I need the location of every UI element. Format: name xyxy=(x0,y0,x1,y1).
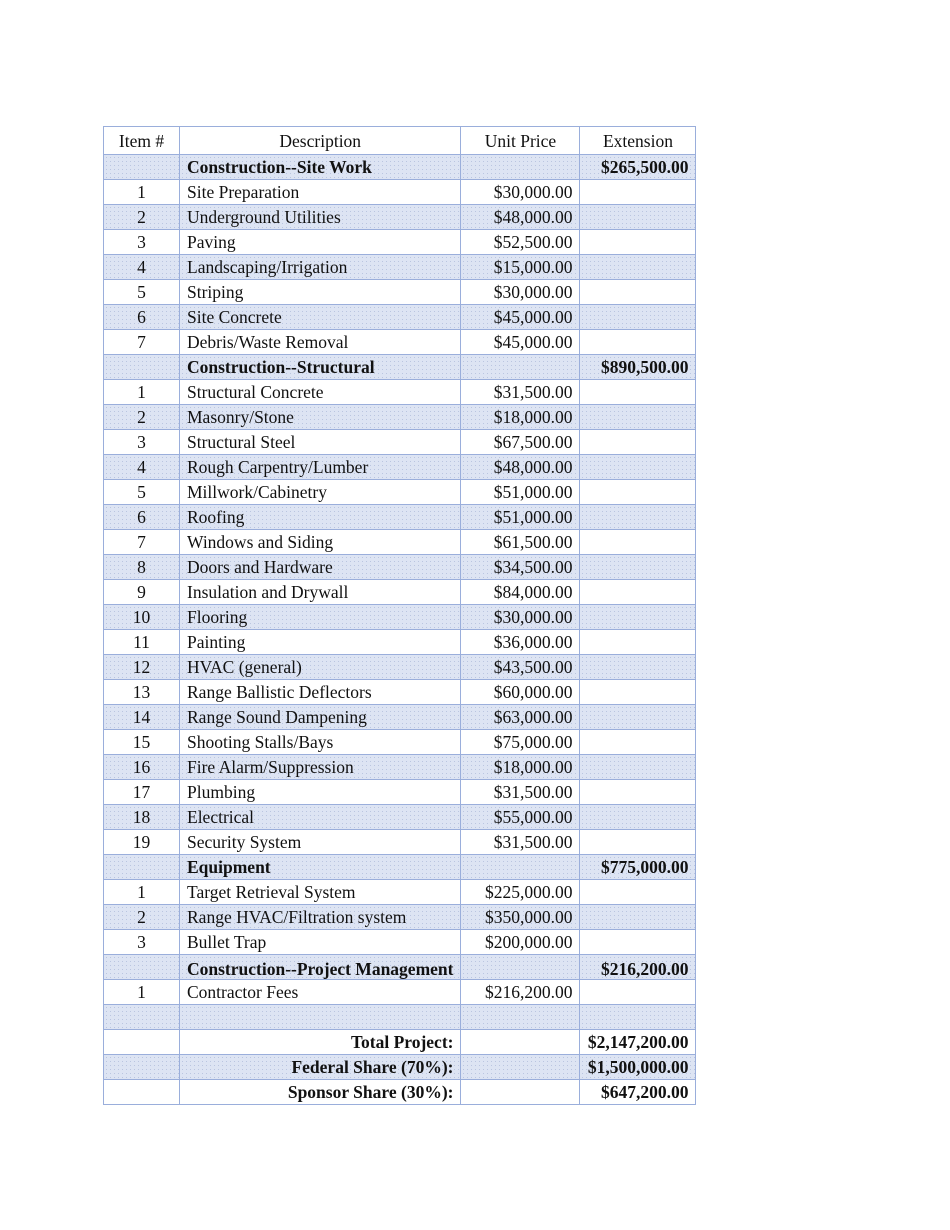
item-extension xyxy=(580,280,696,305)
item-unit-price: $18,000.00 xyxy=(461,405,580,430)
table-row xyxy=(104,605,696,630)
item-unit-price: $48,000.00 xyxy=(461,205,580,230)
table-row xyxy=(104,305,696,330)
sponsor-share-value: $647,200.00 xyxy=(580,1080,696,1105)
item-extension xyxy=(580,980,696,1005)
table-row xyxy=(104,580,696,605)
section-total: $265,500.00 xyxy=(580,155,696,180)
item-description: Paving xyxy=(180,230,461,255)
header-extension: Extension xyxy=(580,127,696,155)
item-unit-price: $51,000.00 xyxy=(461,480,580,505)
table-row xyxy=(104,980,696,1005)
table-row xyxy=(104,680,696,705)
table-row xyxy=(104,430,696,455)
item-description: Structural Steel xyxy=(180,430,461,455)
item-description: Bullet Trap xyxy=(180,930,461,955)
item-extension xyxy=(580,330,696,355)
header-unit-price: Unit Price xyxy=(461,127,580,155)
table-row xyxy=(104,805,696,830)
item-description: Contractor Fees xyxy=(180,980,461,1005)
item-description: Site Preparation xyxy=(180,180,461,205)
item-unit-price: $216,200.00 xyxy=(461,980,580,1005)
total-project-value: $2,147,200.00 xyxy=(580,1030,696,1055)
item-number: 6 xyxy=(104,505,180,530)
item-description: Flooring xyxy=(180,605,461,630)
item-description: Landscaping/Irrigation xyxy=(180,255,461,280)
item-unit-price: $45,000.00 xyxy=(461,330,580,355)
item-unit-price: $31,500.00 xyxy=(461,380,580,405)
item-description: Rough Carpentry/Lumber xyxy=(180,455,461,480)
item-number: 2 xyxy=(104,905,180,930)
table-row xyxy=(104,730,696,755)
item-unit-price: $31,500.00 xyxy=(461,830,580,855)
item-number: 5 xyxy=(104,480,180,505)
item-number: 9 xyxy=(104,580,180,605)
item-unit-price: $15,000.00 xyxy=(461,255,580,280)
item-extension xyxy=(580,680,696,705)
federal-share-label: Federal Share (70%): xyxy=(180,1055,461,1080)
table-row xyxy=(104,830,696,855)
item-extension xyxy=(580,505,696,530)
item-extension xyxy=(580,180,696,205)
item-extension xyxy=(580,530,696,555)
item-unit-price: $75,000.00 xyxy=(461,730,580,755)
item-description: Roofing xyxy=(180,505,461,530)
table-row xyxy=(104,880,696,905)
item-description: Range HVAC/Filtration system xyxy=(180,905,461,930)
item-number: 8 xyxy=(104,555,180,580)
section-title: Equipment xyxy=(180,855,461,880)
item-unit-price: $30,000.00 xyxy=(461,180,580,205)
item-number: 18 xyxy=(104,805,180,830)
item-number: 7 xyxy=(104,330,180,355)
total-project-label: Total Project: xyxy=(180,1030,461,1055)
section-title: Construction--Site Work xyxy=(180,155,461,180)
table-row xyxy=(104,705,696,730)
table-row xyxy=(104,230,696,255)
item-number: 10 xyxy=(104,605,180,630)
item-description: Structural Concrete xyxy=(180,380,461,405)
item-unit-price: $18,000.00 xyxy=(461,755,580,780)
item-unit-price: $30,000.00 xyxy=(461,605,580,630)
item-extension xyxy=(580,305,696,330)
totals-section xyxy=(104,1005,696,1105)
item-number: 5 xyxy=(104,280,180,305)
item-number: 11 xyxy=(104,630,180,655)
item-number: 4 xyxy=(104,255,180,280)
item-description: Masonry/Stone xyxy=(180,405,461,430)
item-unit-price: $30,000.00 xyxy=(461,280,580,305)
section-total: $216,200.00 xyxy=(580,955,696,980)
table-row xyxy=(104,505,696,530)
item-description: Site Concrete xyxy=(180,305,461,330)
item-description: Millwork/Cabinetry xyxy=(180,480,461,505)
item-number: 2 xyxy=(104,205,180,230)
item-extension xyxy=(580,905,696,930)
table-body xyxy=(104,155,696,1005)
item-extension xyxy=(580,930,696,955)
item-number: 14 xyxy=(104,705,180,730)
table-row xyxy=(104,780,696,805)
item-number: 4 xyxy=(104,455,180,480)
item-number: 7 xyxy=(104,530,180,555)
item-unit-price: $63,000.00 xyxy=(461,705,580,730)
item-extension xyxy=(580,755,696,780)
total-project-row xyxy=(104,1030,696,1055)
table-row xyxy=(104,655,696,680)
table-row xyxy=(104,480,696,505)
table-row xyxy=(104,630,696,655)
header-description: Description xyxy=(180,127,461,155)
item-number: 17 xyxy=(104,780,180,805)
item-description: Electrical xyxy=(180,805,461,830)
item-extension xyxy=(580,555,696,580)
table-row xyxy=(104,405,696,430)
item-description: Doors and Hardware xyxy=(180,555,461,580)
blank-row xyxy=(104,1005,696,1030)
item-unit-price: $52,500.00 xyxy=(461,230,580,255)
item-extension xyxy=(580,455,696,480)
item-number: 3 xyxy=(104,230,180,255)
table-row xyxy=(104,555,696,580)
item-extension xyxy=(580,730,696,755)
section-header-row xyxy=(104,155,696,180)
table-row xyxy=(104,755,696,780)
item-extension xyxy=(580,430,696,455)
section-title: Construction--Project Management xyxy=(180,955,461,980)
item-extension xyxy=(580,580,696,605)
section-header-row xyxy=(104,855,696,880)
item-number: 16 xyxy=(104,755,180,780)
item-extension xyxy=(580,805,696,830)
item-unit-price: $48,000.00 xyxy=(461,455,580,480)
item-number: 3 xyxy=(104,430,180,455)
table-row xyxy=(104,180,696,205)
item-number: 6 xyxy=(104,305,180,330)
cost-estimate-table xyxy=(103,126,696,1105)
item-description: Windows and Siding xyxy=(180,530,461,555)
table-row xyxy=(104,905,696,930)
item-extension xyxy=(580,380,696,405)
item-description: Shooting Stalls/Bays xyxy=(180,730,461,755)
item-unit-price: $51,000.00 xyxy=(461,505,580,530)
item-extension xyxy=(580,230,696,255)
item-description: Painting xyxy=(180,630,461,655)
item-unit-price: $34,500.00 xyxy=(461,555,580,580)
item-number: 1 xyxy=(104,380,180,405)
item-description: Fire Alarm/Suppression xyxy=(180,755,461,780)
table-row xyxy=(104,455,696,480)
header-item: Item # xyxy=(104,127,180,155)
federal-share-value: $1,500,000.00 xyxy=(580,1055,696,1080)
item-number: 19 xyxy=(104,830,180,855)
item-description: Target Retrieval System xyxy=(180,880,461,905)
section-title: Construction--Structural xyxy=(180,355,461,380)
item-extension xyxy=(580,205,696,230)
section-total: $890,500.00 xyxy=(580,355,696,380)
table-row xyxy=(104,380,696,405)
item-unit-price: $61,500.00 xyxy=(461,530,580,555)
item-description: Range Sound Dampening xyxy=(180,705,461,730)
table-row xyxy=(104,255,696,280)
section-header-row xyxy=(104,955,696,980)
item-description: Insulation and Drywall xyxy=(180,580,461,605)
item-description: Plumbing xyxy=(180,780,461,805)
sponsor-share-label: Sponsor Share (30%): xyxy=(180,1080,461,1105)
item-extension xyxy=(580,255,696,280)
table-row xyxy=(104,330,696,355)
item-number: 2 xyxy=(104,405,180,430)
item-description: Debris/Waste Removal xyxy=(180,330,461,355)
item-number: 13 xyxy=(104,680,180,705)
table-row xyxy=(104,530,696,555)
item-description: HVAC (general) xyxy=(180,655,461,680)
item-number: 3 xyxy=(104,930,180,955)
item-extension xyxy=(580,705,696,730)
table-row xyxy=(104,280,696,305)
item-unit-price: $225,000.00 xyxy=(461,880,580,905)
sponsor-share-row xyxy=(104,1080,696,1105)
item-description: Underground Utilities xyxy=(180,205,461,230)
item-extension xyxy=(580,630,696,655)
header-row xyxy=(104,127,696,155)
item-number: 1 xyxy=(104,980,180,1005)
federal-share-row xyxy=(104,1055,696,1080)
item-number: 1 xyxy=(104,180,180,205)
item-unit-price: $60,000.00 xyxy=(461,680,580,705)
item-unit-price: $67,500.00 xyxy=(461,430,580,455)
item-extension xyxy=(580,405,696,430)
item-extension xyxy=(580,605,696,630)
item-number: 15 xyxy=(104,730,180,755)
table-row xyxy=(104,930,696,955)
item-extension xyxy=(580,655,696,680)
item-unit-price: $200,000.00 xyxy=(461,930,580,955)
item-extension xyxy=(580,880,696,905)
item-description: Striping xyxy=(180,280,461,305)
item-number: 12 xyxy=(104,655,180,680)
table-row xyxy=(104,205,696,230)
section-header-row xyxy=(104,355,696,380)
item-description: Security System xyxy=(180,830,461,855)
item-extension xyxy=(580,830,696,855)
item-unit-price: $31,500.00 xyxy=(461,780,580,805)
section-total: $775,000.00 xyxy=(580,855,696,880)
item-unit-price: $84,000.00 xyxy=(461,580,580,605)
item-unit-price: $43,500.00 xyxy=(461,655,580,680)
item-number: 1 xyxy=(104,880,180,905)
item-description: Range Ballistic Deflectors xyxy=(180,680,461,705)
item-extension xyxy=(580,480,696,505)
item-extension xyxy=(580,780,696,805)
item-unit-price: $36,000.00 xyxy=(461,630,580,655)
item-unit-price: $45,000.00 xyxy=(461,305,580,330)
item-unit-price: $350,000.00 xyxy=(461,905,580,930)
item-unit-price: $55,000.00 xyxy=(461,805,580,830)
